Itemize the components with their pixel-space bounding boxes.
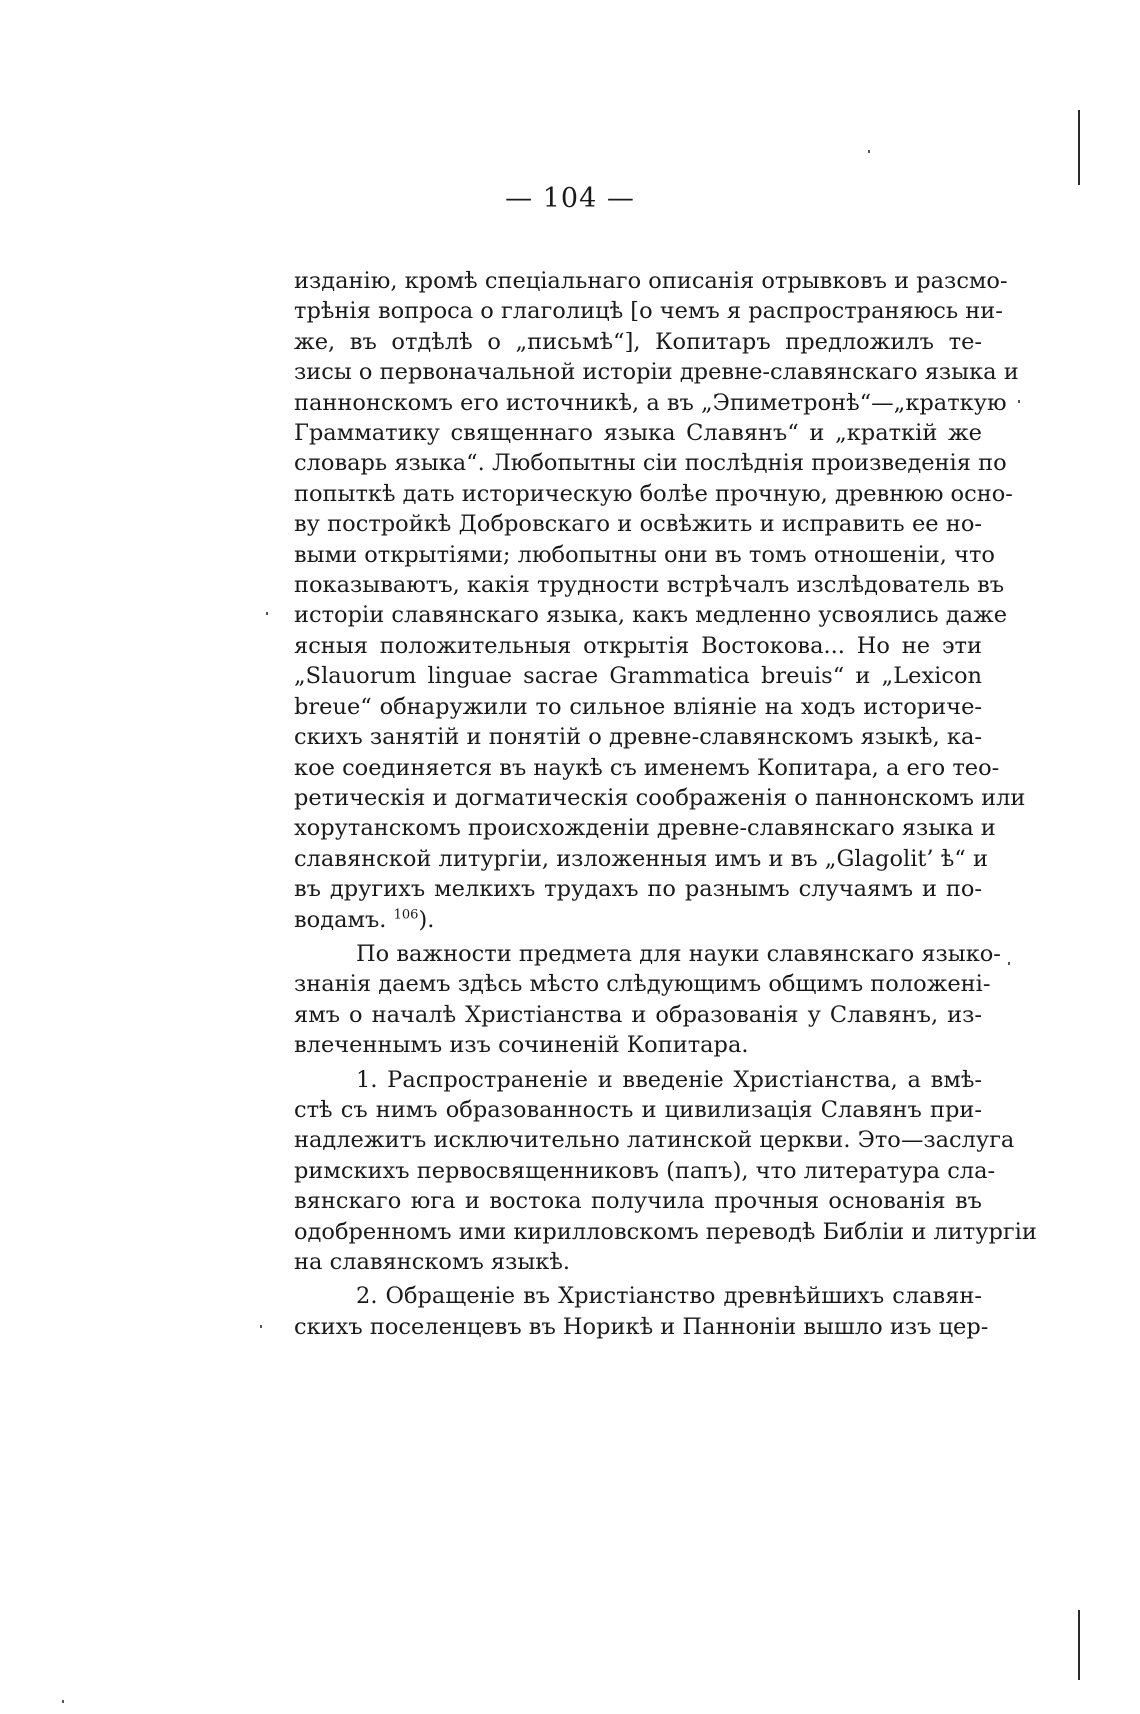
text-line: надлежитъ исключительно латинской церкви. Это—заслуга [294,1127,1015,1154]
text-line: скихъ поселенцевъ въ Норикѣ и Панноніи вышло изъ цер- [294,1313,989,1340]
page-number: — 104 — [505,183,635,214]
text-line: славянской литургіи, изложенныя имъ и въ „Glagolit’ ѣ“ и [294,845,988,872]
scan-edge-mark [1078,1610,1080,1680]
text-fragment: ). [418,906,435,933]
scan-speck [1018,400,1020,403]
text-line: ву постройкѣ Добровскаго и освѣжить и исправить ее но- [294,511,982,538]
text-line: изданію, кромѣ спеціальнаго описанія отрывковъ и разсмо- [294,268,1008,294]
scan-speck [868,150,870,153]
scan-speck [266,612,268,615]
text-line: паннонскомъ его источникѣ, а въ „Эпиметронѣ“—„краткую [294,389,1007,416]
text-line: скихъ занятій и понятій о древне-славянскомъ языкѣ, ка- [294,724,982,751]
text-line: римскихъ первосвященниковъ (папъ), что литература сла- [294,1157,996,1184]
text-line: показываютъ, какія трудности встрѣчалъ изслѣдователь въ [294,572,1005,599]
paragraph-2 [294,939,1001,1061]
text-line: выми открытіями; любопытны они въ томъ отношеніи, что [294,541,995,568]
text-line: breue“ обнаружили то сильное вліяніе на ходъ историче- [294,693,982,720]
text-line: трѣнія вопроса о глаголицѣ [о чемъ я распространяюсь ни- [294,298,1003,325]
text-line: ясныя положительныя открытія Востокова... Но не эти [294,632,982,659]
paragraph-3 [294,1065,1037,1278]
scan-edge-mark [1078,110,1080,185]
text-line: ямъ о началѣ Христіанства и образованія у Славянъ, из- [294,1001,982,1028]
text-line: словарь языка“. Любопытны сіи послѣднія произведенія по [294,450,1007,477]
text-line: же, въ отдѣлѣ о „письмѣ“], Копитаръ предложилъ те- [294,328,982,355]
text-line: кое соединяется въ наукѣ съ именемъ Копитара, а его тео- [294,754,1000,781]
scan-speck [260,1325,262,1328]
body-text [294,266,1037,1342]
text-line-last [294,905,982,935]
text-line-last: влеченнымъ изъ сочиненій Копитара. [294,1032,749,1059]
text-line: исторіи славянскаго языка, какъ медленно усвоялись даже [294,602,1008,629]
text-line: ретическія и догматическія соображенія о паннонскомъ или [294,784,1026,811]
text-line-indented: 2. Обращеніе въ Христіанство древнѣйшихъ славян- [356,1283,982,1310]
text-line: одобренномъ ими кирилловскомъ переводѣ Библіи и литургіи [294,1218,1037,1245]
text-line: стѣ съ нимъ образованность и цивилизація Славянъ при- [294,1096,982,1123]
text-line: вянскаго юга и востока получила прочныя основанія въ [294,1188,982,1215]
scan-speck [62,1700,64,1703]
text-fragment: водамъ. [294,906,387,933]
scan-speck [1008,962,1010,965]
text-line-indented: По важности предмета для науки славянскаго языко- [356,940,1001,967]
text-line-last: на славянскомъ языкѣ. [294,1249,571,1275]
text-line: знанія даемъ здѣсь мѣсто слѣдующимъ общимъ положені- [294,971,991,998]
paragraph-4 [294,1281,989,1342]
text-line: Грамматику священнаго языка Славянъ“ и „краткій же [294,420,982,447]
paragraph-1 [294,266,1026,935]
text-line: хорутанскомъ происхожденіи древне-славянскаго языка и [294,815,996,842]
text-line-indented: 1. Распространеніе и введеніе Христіанства, а вмѣ- [356,1066,982,1093]
text-line: въ другихъ мелкихъ трудахъ по разнымъ случаямъ и по- [294,876,982,903]
text-line: зисы о первоначальной исторіи древне-славянскаго языка и [294,359,1019,386]
text-line: „Slauorum linguae sacrae Grammatica breuis“ и „Lexicon [294,663,982,690]
footnote-reference: 106 [393,907,419,923]
text-line: попыткѣ дать историческую болѣе прочную, древнюю осно- [294,480,1013,507]
